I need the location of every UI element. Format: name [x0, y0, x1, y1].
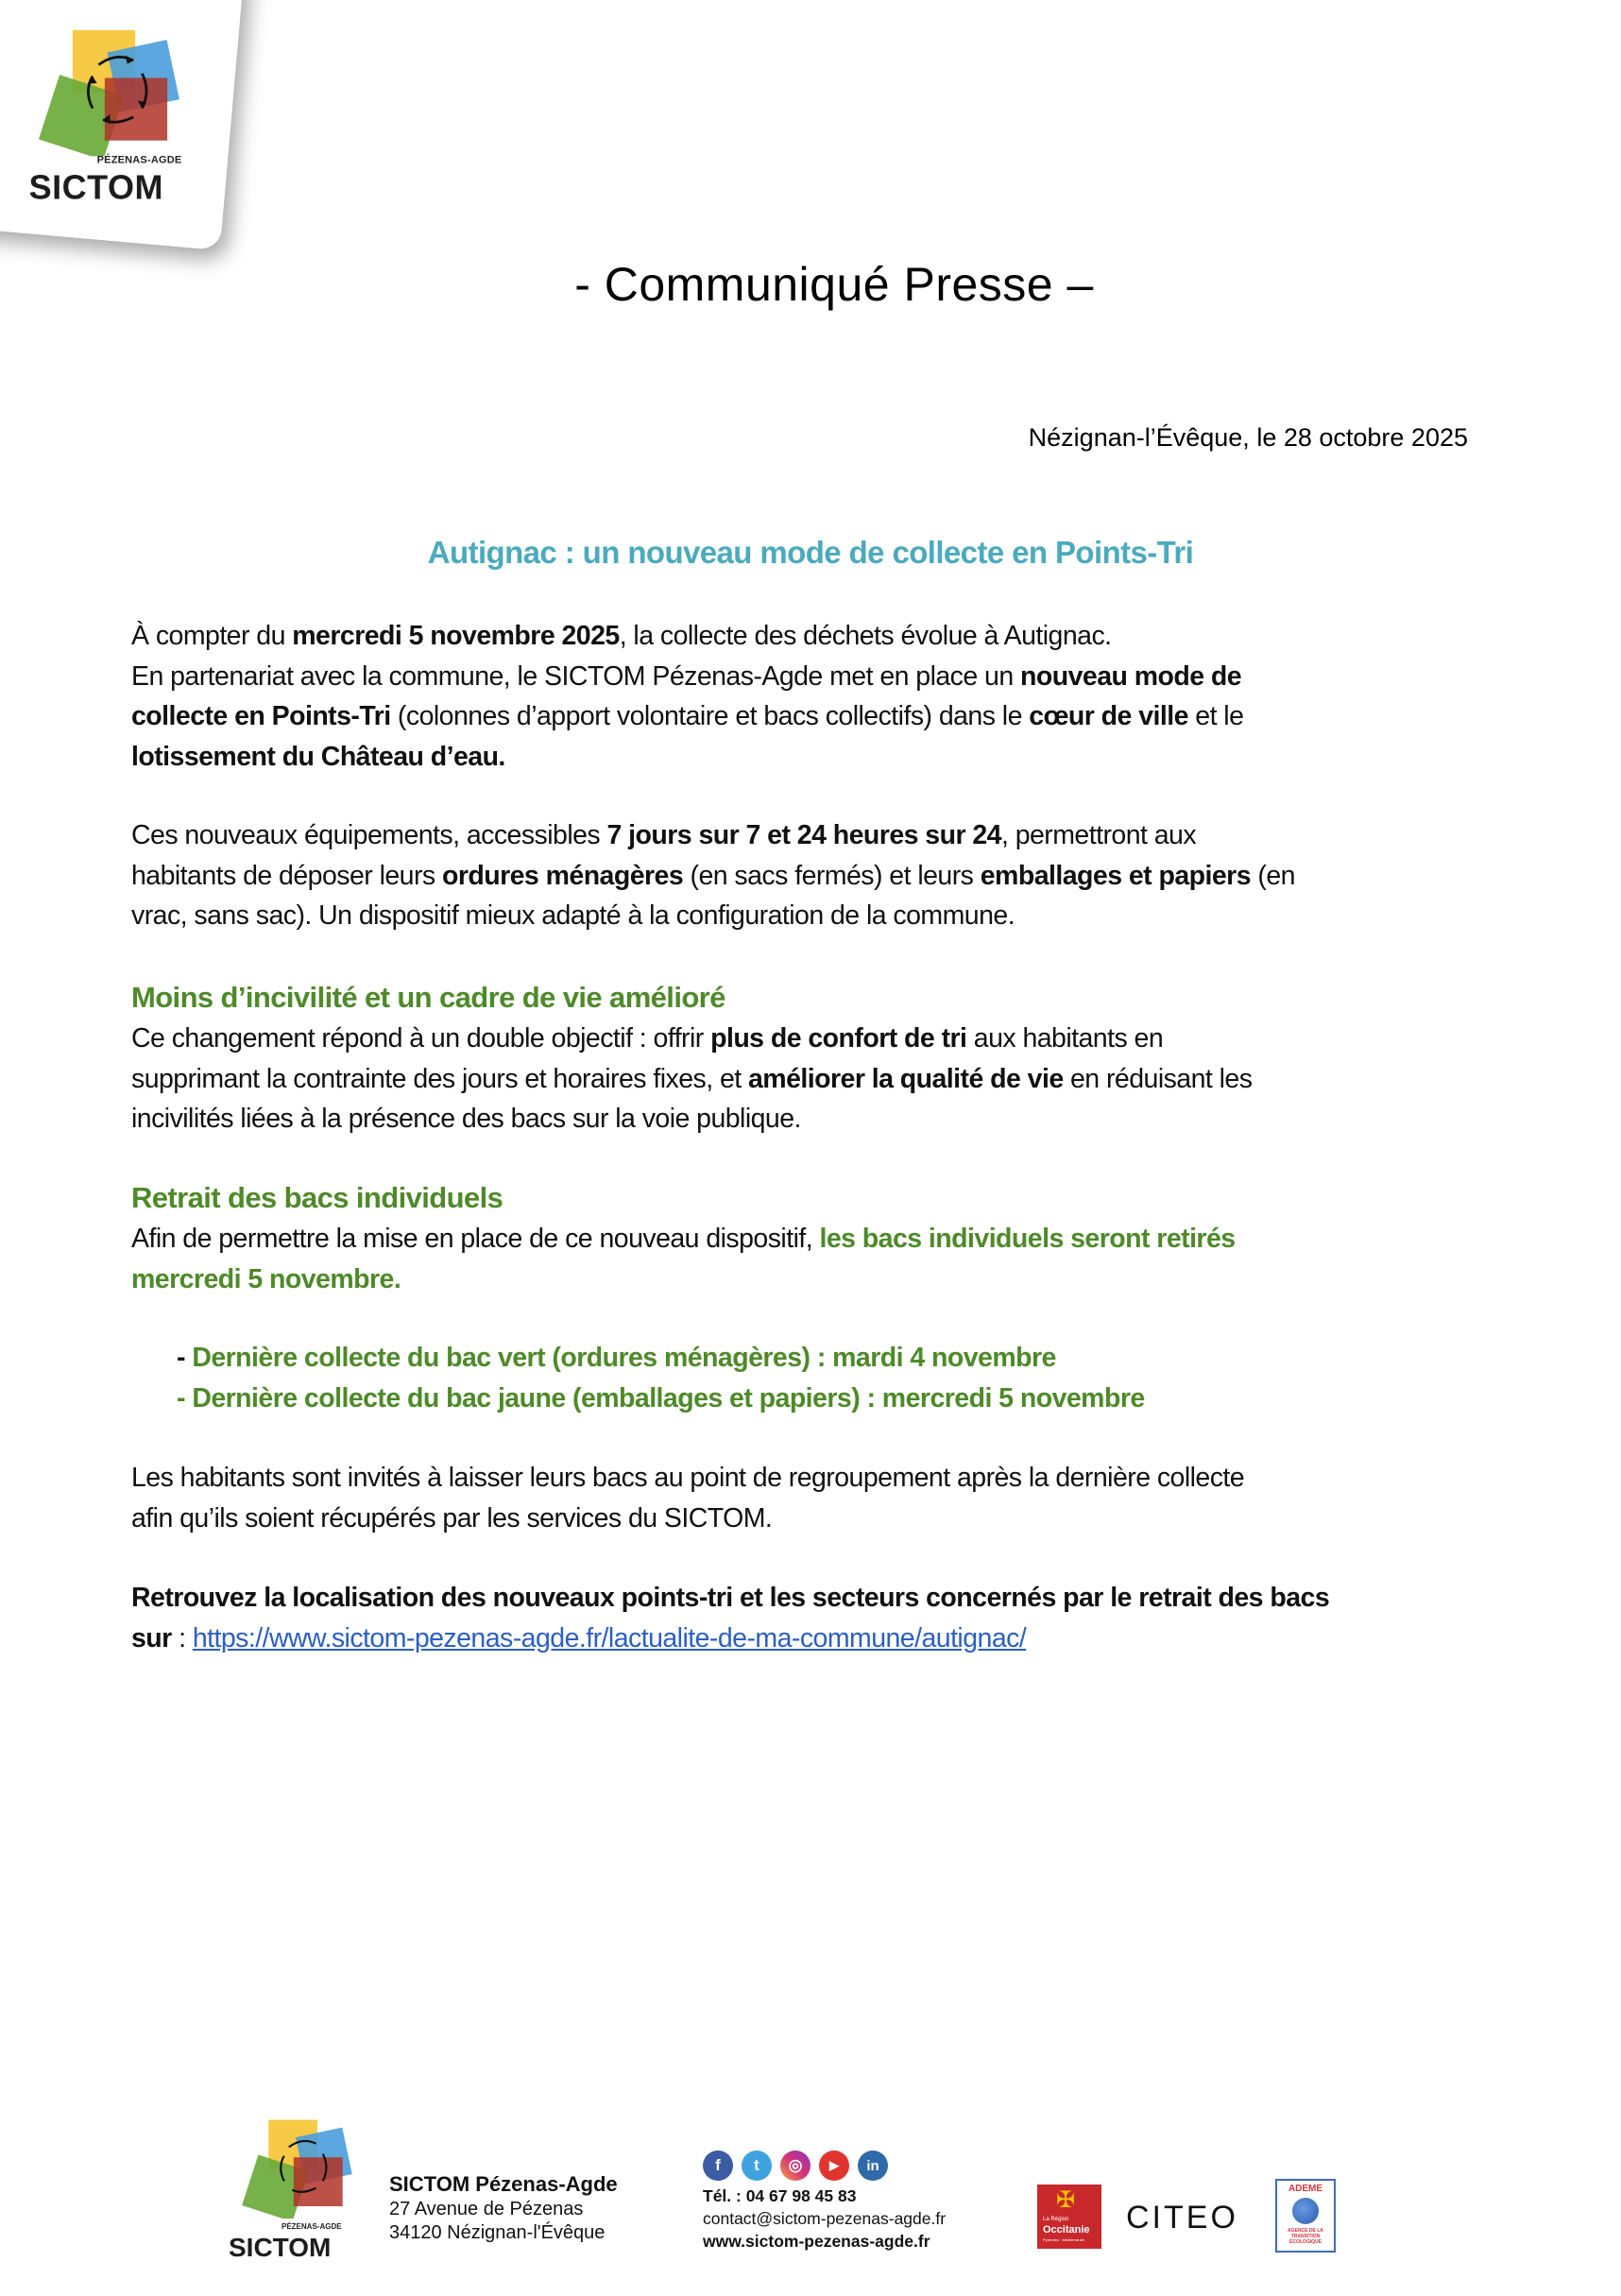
- removal-section: [131, 1177, 1492, 1299]
- citeo-logo: CITEO: [1126, 2200, 1238, 2236]
- instagram-icon[interactable]: ◎: [780, 2150, 810, 2181]
- bullet-text: Dernière collecte du bac vert (ordures ménagères) : mardi 4 novembre: [192, 1343, 1056, 1373]
- removal-bullet-list: [131, 1338, 1537, 1418]
- ademe-text: ADEME: [1288, 2184, 1323, 2194]
- occitan-cross-icon: ✠: [1056, 2187, 1076, 2213]
- occitanie-text: La Région: [1043, 2217, 1069, 2222]
- twitter-icon[interactable]: t: [742, 2150, 772, 2181]
- date-line: Nézignan-l’Évêque, le 28 octobre 2025: [1028, 423, 1468, 452]
- text: :: [171, 1622, 193, 1653]
- list-item: [177, 1379, 1537, 1419]
- text: , permettront aux: [1000, 820, 1197, 850]
- text: aux habitants en: [966, 1023, 1164, 1054]
- text: en réduisant les: [1063, 1063, 1253, 1094]
- logo-name-text: SICTOM: [28, 167, 163, 207]
- text: (colonnes d’apport volontaire et bacs collectifs) dans le: [390, 701, 1030, 731]
- text: vrac, sans sac). Un dispositif mieux adapté à la configuration de la commune.: [131, 900, 1015, 931]
- ademe-logo: [1275, 2179, 1336, 2253]
- green-bold-text: mercredi 5 novembre.: [131, 1263, 401, 1294]
- headline: Autignac : un nouveau mode de collecte en Points-Tri: [427, 535, 1194, 570]
- text: Afin de permettre la mise en place de ce nouveau dispositif,: [131, 1224, 820, 1254]
- logo-name-text: SICTOM: [229, 2233, 332, 2262]
- phone-number: Tél. : 04 67 98 45 83: [703, 2186, 857, 2205]
- bold-text: lotissement du Château d’eau.: [131, 741, 505, 772]
- ademe-sub-text: AGENCE DE LA: [1288, 2228, 1323, 2234]
- incivility-section: [131, 977, 1492, 1139]
- logo-region-text: PÉZENAS-AGDE: [96, 154, 182, 166]
- occitanie-text: Pyrénées · Méditerranée: [1043, 2237, 1085, 2242]
- sictom-logo-icon: [27, 26, 188, 156]
- text: supprimant la contrainte des jours et horaires fixes, et: [131, 1063, 748, 1094]
- text: Ces nouveaux équipements, accessibles: [131, 820, 607, 850]
- footer-address: [389, 2171, 618, 2245]
- website-link[interactable]: www.sictom-pezenas-agde.fr: [703, 2232, 930, 2251]
- youtube-icon[interactable]: ▶: [819, 2150, 849, 2181]
- bold-text: plus de confort de tri: [710, 1023, 967, 1054]
- list-item: [177, 1338, 1537, 1379]
- ademe-sub-text: ÉCOLOGIQUE: [1289, 2239, 1322, 2245]
- facebook-icon[interactable]: f: [703, 2150, 733, 2181]
- bold-text: sur: [131, 1622, 172, 1653]
- text: et le: [1187, 701, 1244, 731]
- address-line-1: 27 Avenue de Pézenas: [389, 2199, 584, 2219]
- address-line-2: 34120 Nézignan-l'Évêque: [389, 2222, 606, 2243]
- text: habitants de déposer leurs: [131, 860, 442, 891]
- social-links: [703, 2150, 946, 2181]
- bold-text: ordures ménagères: [441, 860, 684, 891]
- bold-text: Retrouvez la localisation des nouveaux points-tri et les secteurs concernés par le retrait des bacs: [131, 1583, 1330, 1613]
- text: En partenariat avec la commune, le SICTOM Pézenas-Agde met en place un: [131, 660, 1021, 692]
- logo-region-text: PÉZENAS-AGDE: [282, 2222, 342, 2231]
- text: (en sacs fermés) et leurs: [683, 860, 981, 891]
- occitanie-logo: [1037, 2185, 1101, 2249]
- text: À compter du: [131, 621, 293, 651]
- sictom-logo-icon: [234, 2116, 357, 2219]
- text: , la collecte des déchets évolue à Autignac.: [619, 621, 1112, 651]
- bullet-dash: -: [177, 1382, 193, 1414]
- footer-contact: [703, 2150, 946, 2253]
- bold-text: 7 jours sur 7 et 24 heures sur 24: [606, 820, 1001, 850]
- text: (en: [1251, 860, 1295, 891]
- linkedin-icon[interactable]: in: [858, 2150, 888, 2181]
- footer-logo: [225, 2116, 367, 2268]
- bullet-dash: -: [177, 1343, 193, 1373]
- text: afin qu’ils soient récupérés par les services du SICTOM.: [131, 1502, 773, 1534]
- intro-paragraph: [131, 616, 1492, 777]
- bullet-text: Dernière collecte du bac jaune (emballages et papiers) : mercredi 5 novembre: [192, 1382, 1145, 1414]
- text: Ce changement répond à un double objectif : offrir: [131, 1023, 711, 1054]
- logo-card: [0, 0, 245, 250]
- bold-text: nouveau mode de: [1020, 660, 1242, 692]
- document-title: - Communiqué Presse –: [574, 258, 1094, 311]
- ademe-sub-text: TRANSITION: [1290, 2234, 1321, 2239]
- bold-text: mercredi 5 novembre 2025: [292, 621, 620, 651]
- bold-text: collecte en Points-Tri: [131, 701, 391, 731]
- text: Les habitants sont invités à laisser leurs bacs au point de regroupement après la dernière collecte: [131, 1463, 1245, 1493]
- bold-text: améliorer la qualité de vie: [748, 1063, 1064, 1094]
- ademe-subtitle: [1277, 2228, 1334, 2245]
- bold-text: emballages et papiers: [980, 860, 1252, 891]
- residents-paragraph: [131, 1458, 1492, 1538]
- globe-icon: [1292, 2198, 1319, 2224]
- autignac-page-link[interactable]: https://www.sictom-pezenas-agde.fr/lactualite-de-ma-commune/autignac/: [192, 1622, 1027, 1653]
- green-bold-text: les bacs individuels seront retirés: [819, 1224, 1236, 1254]
- equipment-paragraph: [131, 815, 1492, 936]
- section-heading-removal: Retrait des bacs individuels: [131, 1181, 503, 1214]
- more-info-paragraph: [131, 1578, 1492, 1658]
- text: incivilités liées à la présence des bacs sur la voie publique.: [131, 1104, 801, 1134]
- bold-text: cœur de ville: [1029, 701, 1188, 731]
- occitanie-text: Occitanie: [1043, 2224, 1090, 2236]
- email-address[interactable]: contact@sictom-pezenas-agde.fr: [703, 2209, 947, 2228]
- section-heading-incivility: Moins d’incivilité et un cadre de vie amélioré: [131, 981, 725, 1014]
- org-name: SICTOM Pézenas-Agde: [389, 2172, 618, 2196]
